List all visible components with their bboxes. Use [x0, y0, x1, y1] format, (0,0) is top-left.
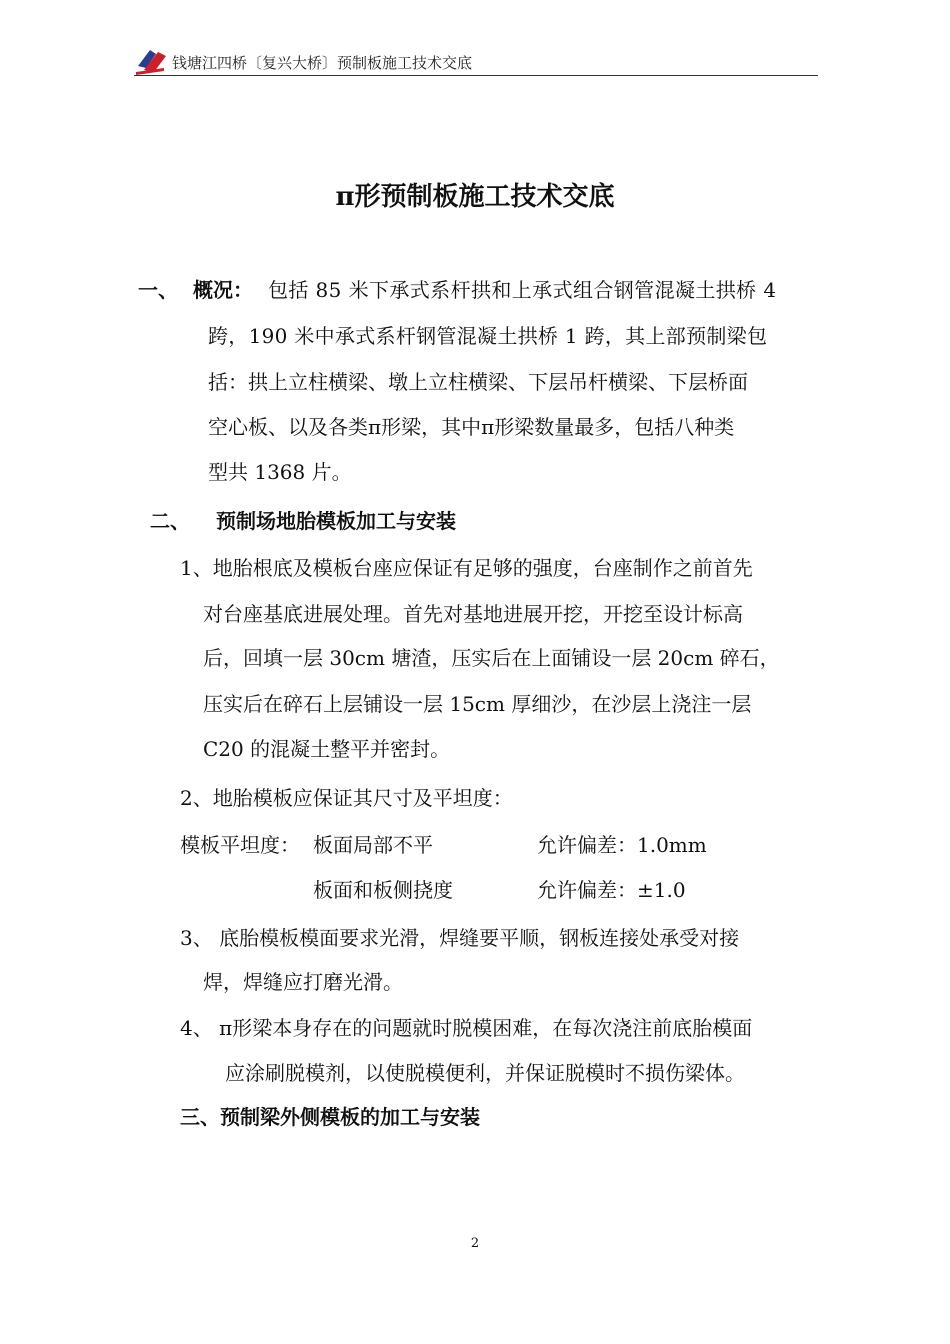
company-logo — [134, 44, 170, 76]
section-1-line: 包括 85 米下承式系杆拱和上承式组合钢管混凝土拱桥 4 — [268, 278, 777, 302]
section-2-heading: 预制场地胎模板加工与安装 — [216, 509, 456, 533]
section-1-line: 跨，190 米中承式系杆钢管混凝土拱桥 1 跨，其上部预制梁包 — [208, 324, 768, 348]
tolerance-item: 板面和板侧挠度 — [313, 878, 453, 902]
section-1-line: 括：拱上立柱横梁、墩上立柱横梁、下层吊杆横梁、下层桥面 — [208, 370, 748, 394]
header-divider — [134, 75, 818, 76]
item-1-line: C20 的混凝土整平并密封。 — [203, 737, 451, 761]
section-2-number: 二、 — [150, 509, 190, 533]
section-1-line: 空心板、以及各类π形梁，其中π形梁数量最多，包括八种类 — [208, 415, 735, 439]
running-header: 钱塘江四桥〔复兴大桥〕预制板施工技术交底 — [172, 54, 473, 72]
tolerance-item: 板面局部不平 — [313, 833, 433, 857]
item-1-line: 后，回填一层 30cm 塘渣，压实后在上面铺设一层 20cm 碎石， — [203, 646, 780, 670]
item-1-line: 压实后在碎石上层铺设一层 15cm 厚细沙，在沙层上浇注一层 — [203, 692, 752, 716]
section-1-heading: 概况： — [193, 278, 253, 302]
item-2-line: 2、地胎模板应保证其尺寸及平坦度： — [180, 786, 513, 810]
item-4-line: 4、 π形梁本身存在的问题就时脱模困难，在每次浇注前底胎模面 — [180, 1016, 753, 1040]
item-1-line: 对台座基底进展处理。首先对基地进展开挖，开挖至设计标高 — [203, 602, 743, 626]
section-1-number: 一、 — [138, 278, 178, 302]
document-title: π形预制板施工技术交底 — [335, 182, 615, 212]
tolerance-value: 允许偏差：±1.0 — [537, 878, 686, 902]
section-3-heading: 三、预制梁外侧模板的加工与安装 — [180, 1105, 480, 1129]
item-3-line: 焊，焊缝应打磨光滑。 — [203, 970, 403, 994]
page-number: 2 — [470, 1236, 480, 1251]
section-1-line: 型共 1368 片。 — [208, 460, 352, 484]
tolerance-label: 模板平坦度： — [180, 833, 300, 857]
item-4-line: 应涂刷脱模剂，以使脱模便利，并保证脱模时不损伤梁体。 — [225, 1061, 745, 1085]
item-1-line: 1、地胎根底及模板台座应保证有足够的强度，台座制作之前首先 — [180, 556, 753, 580]
tolerance-value: 允许偏差：1.0mm — [537, 833, 707, 857]
item-3-line: 3、 底胎模板模面要求光滑，焊缝要平顺，钢板连接处承受对接 — [180, 926, 740, 950]
